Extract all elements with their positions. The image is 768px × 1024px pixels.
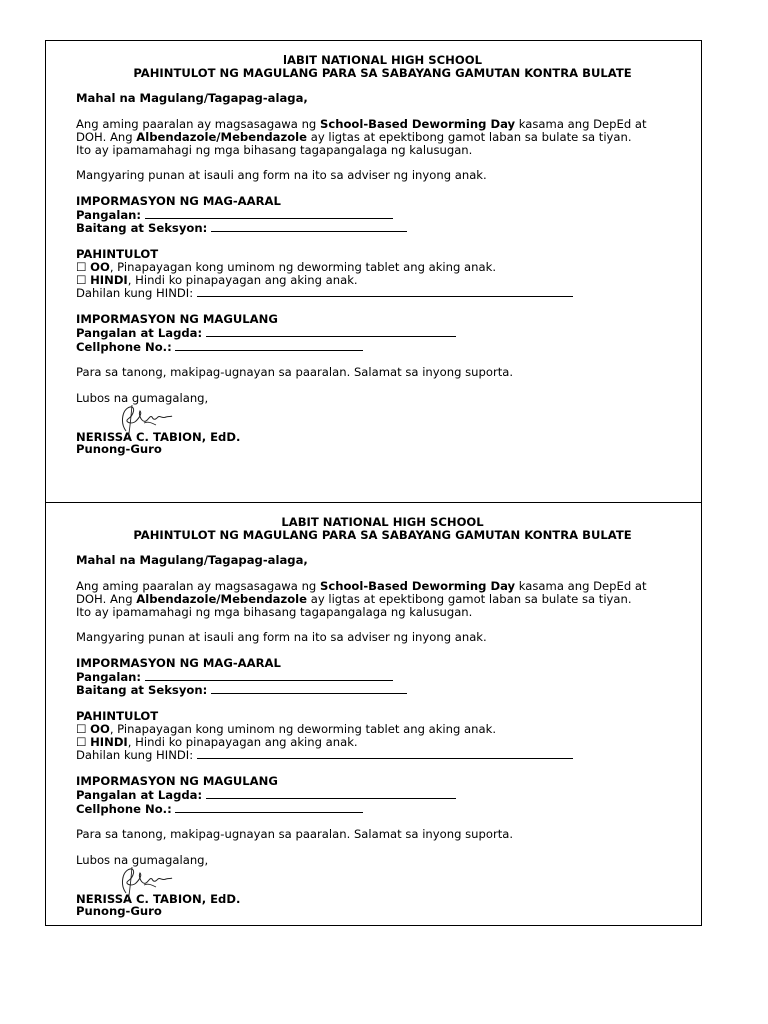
- phone-field[interactable]: [175, 340, 363, 351]
- form-title: PAHINTULOT NG MAGULANG PARA SA SABAYANG GAMUTAN KONTRA BULATE: [133, 65, 632, 80]
- consent-heading: PAHINTULOT: [76, 246, 159, 261]
- parent-name-label: Pangalan at Lagda:: [76, 787, 203, 802]
- signatory-name: NERISSA C. TABION, EdD.: [76, 429, 241, 444]
- reason-row: [76, 286, 696, 300]
- form-body: [76, 54, 696, 456]
- student-grade-row: [76, 221, 696, 235]
- consent-form-top: [45, 40, 702, 503]
- intro-text: Ang aming paaralan ay magsasagawa ng: [76, 116, 320, 131]
- salutation: Mahal na Magulang/Tagapag-alaga,: [76, 553, 308, 568]
- closing-text: Lubos na gumagalang,: [76, 390, 209, 405]
- school-name: LABIT NATIONAL HIGH SCHOOL: [281, 515, 484, 529]
- medicine-name: Albendazole/Mebendazole: [136, 591, 308, 606]
- form-title: PAHINTULOT NG MAGULANG PARA SA SABAYANG GAMUTAN KONTRA BULATE: [133, 527, 632, 542]
- student-name-field[interactable]: [145, 670, 393, 681]
- parent-section-heading: IMPORMASYON NG MAGULANG: [76, 311, 278, 326]
- reason-field[interactable]: [197, 286, 573, 297]
- intro-text: Ito ay ipamamahagi ng mga bihasang tagapangalaga ng kalusugan.: [76, 604, 473, 619]
- form-body: [76, 516, 696, 918]
- salutation: Mahal na Magulang/Tagapag-alaga,: [76, 91, 308, 106]
- consent-form-bottom: [45, 502, 702, 926]
- student-name-field[interactable]: [145, 208, 393, 219]
- reason-label: Dahilan kung HINDI:: [76, 748, 194, 763]
- intro-text: kasama ang DepEd at: [515, 116, 647, 131]
- grade-section-field[interactable]: [211, 683, 407, 694]
- intro-text: ay ligtas at epektibong gamot laban sa bulate sa tiyan.: [307, 591, 632, 606]
- parent-phone-row: [76, 802, 696, 816]
- student-name-label: Pangalan:: [76, 669, 142, 684]
- grade-section-label: Baitang at Seksyon:: [76, 683, 208, 698]
- intro-text: DOH. Ang: [76, 591, 137, 606]
- parent-name-row: [76, 788, 696, 802]
- student-section-heading: IMPORMASYON NG MAG-AARAL: [76, 655, 281, 670]
- student-name-row: [76, 670, 696, 684]
- reason-field[interactable]: [197, 748, 573, 759]
- intro-paragraph: [76, 580, 696, 618]
- reason-label: Dahilan kung HINDI:: [76, 286, 194, 301]
- instruction-text: Mangyaring punan at isauli ang form na ito sa adviser ng inyong anak.: [76, 168, 487, 183]
- intro-text: ay ligtas at epektibong gamot laban sa bulate sa tiyan.: [307, 129, 632, 144]
- phone-field[interactable]: [175, 802, 363, 813]
- yes-checkbox[interactable]: ☐: [76, 721, 87, 736]
- yes-text: , Pinapayagan kong uminom ng deworming tablet ang aking anak.: [109, 259, 497, 274]
- yes-text: , Pinapayagan kong uminom ng deworming tablet ang aking anak.: [109, 721, 497, 736]
- event-name: School-Based Deworming Day: [319, 578, 516, 593]
- parent-name-signature-field[interactable]: [206, 326, 456, 337]
- parent-section-heading: IMPORMASYON NG MAGULANG: [76, 773, 278, 788]
- no-label: HINDI: [90, 272, 128, 287]
- closing-text: Lubos na gumagalang,: [76, 852, 209, 867]
- intro-text: Ang aming paaralan ay magsasagawa ng: [76, 578, 320, 593]
- signatory-name: NERISSA C. TABION, EdD.: [76, 891, 241, 906]
- consent-heading: PAHINTULOT: [76, 708, 159, 723]
- signature-image: [114, 863, 176, 903]
- signature-block: [76, 893, 696, 919]
- no-checkbox[interactable]: ☐: [76, 272, 87, 287]
- signature-block: [76, 431, 696, 457]
- contact-text: Para sa tanong, makipag-ugnayan sa paaralan. Salamat sa inyong suporta.: [76, 827, 514, 842]
- student-section-heading: IMPORMASYON NG MAG-AARAL: [76, 193, 281, 208]
- yes-label: OO: [90, 721, 110, 736]
- signatory-title: Punong-Guro: [76, 904, 162, 919]
- student-grade-row: [76, 683, 696, 697]
- yes-checkbox[interactable]: ☐: [76, 259, 87, 274]
- parent-name-row: [76, 326, 696, 340]
- no-text: , Hindi ko pinapayagan ang aking anak.: [127, 272, 358, 287]
- no-label: HINDI: [90, 734, 128, 749]
- parent-name-signature-field[interactable]: [206, 788, 456, 799]
- no-text: , Hindi ko pinapayagan ang aking anak.: [127, 734, 358, 749]
- phone-label: Cellphone No.:: [76, 339, 172, 354]
- instruction-text: Mangyaring punan at isauli ang form na ito sa adviser ng inyong anak.: [76, 630, 487, 645]
- student-name-label: Pangalan:: [76, 207, 142, 222]
- no-checkbox[interactable]: ☐: [76, 734, 87, 749]
- intro-paragraph: [76, 118, 696, 156]
- yes-label: OO: [90, 259, 110, 274]
- consent-no-row[interactable]: [76, 736, 696, 749]
- parent-phone-row: [76, 340, 696, 354]
- parent-name-label: Pangalan at Lagda:: [76, 325, 203, 340]
- medicine-name: Albendazole/Mebendazole: [136, 129, 308, 144]
- reason-row: [76, 748, 696, 762]
- school-name: lABIT NATIONAL HIGH SCHOOL: [283, 53, 482, 67]
- intro-text: Ito ay ipamamahagi ng mga bihasang tagapangalaga ng kalusugan.: [76, 142, 473, 157]
- student-name-row: [76, 208, 696, 222]
- consent-no-row[interactable]: [76, 274, 696, 287]
- contact-text: Para sa tanong, makipag-ugnayan sa paaralan. Salamat sa inyong suporta.: [76, 365, 514, 380]
- intro-text: kasama ang DepEd at: [515, 578, 647, 593]
- grade-section-field[interactable]: [211, 221, 407, 232]
- intro-text: DOH. Ang: [76, 129, 137, 144]
- signatory-title: Punong-Guro: [76, 442, 162, 457]
- event-name: School-Based Deworming Day: [319, 116, 516, 131]
- phone-label: Cellphone No.:: [76, 801, 172, 816]
- signature-image: [114, 401, 176, 441]
- grade-section-label: Baitang at Seksyon:: [76, 221, 208, 236]
